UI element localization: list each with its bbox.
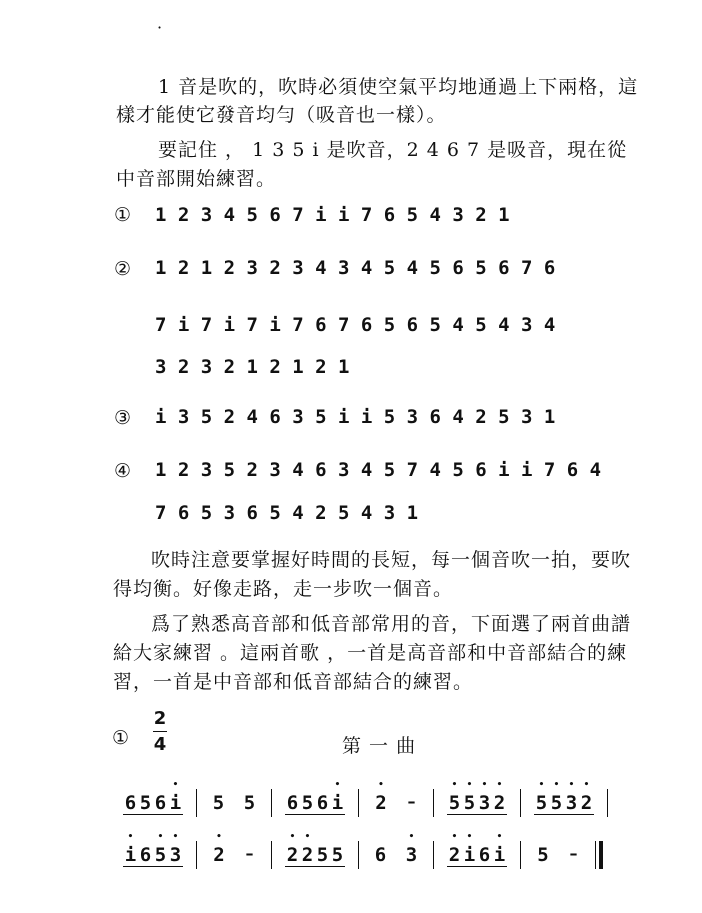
notes-line-2: 得均衡。好像走路，走一步吹一個音。	[113, 578, 454, 600]
score-note: • 2	[212, 844, 227, 866]
measure	[367, 844, 425, 866]
notes	[373, 844, 419, 866]
exercise-2-row-1: 1 2 1 2 3 2 3 4 3 4 5 4 5 6 5 6 7 6	[155, 257, 556, 279]
final-barline	[595, 841, 603, 869]
score-note: 6	[124, 791, 137, 814]
barline	[358, 789, 359, 817]
beamed-notes	[285, 844, 345, 867]
barline	[271, 789, 272, 817]
measure	[280, 792, 350, 815]
beamed-notes	[447, 792, 507, 815]
measure	[442, 792, 512, 815]
intro-line-2: 樣才能使它發音均勻（吸音也一樣）。	[116, 104, 447, 126]
exercise-1-row-1: 1 2 3 4 5 6 7 i i 7 6 5 4 3 2 1	[155, 204, 510, 226]
score-note: • 5	[549, 792, 564, 814]
notes	[536, 844, 581, 866]
score-note: 5	[537, 844, 549, 866]
score-note: • i	[123, 844, 138, 866]
score-note: • 5	[153, 844, 168, 866]
dot-mark: ·	[157, 18, 163, 37]
barline	[196, 789, 197, 817]
exercise-1-label: ①	[114, 204, 132, 226]
score-note: 5	[316, 843, 329, 866]
song-label: ①	[112, 727, 130, 749]
measure	[205, 792, 263, 814]
hold-dash: –	[569, 844, 578, 863]
barline	[271, 841, 272, 869]
barline	[358, 841, 359, 869]
score-note: • 5	[447, 792, 462, 814]
score-note: 5	[139, 791, 152, 814]
exercise-4-row-1: 1 2 3 5 2 3 4 6 3 4 5 7 4 5 6 i i 7 6 4	[155, 459, 602, 481]
barline	[520, 841, 521, 869]
exercise-4-row-2: 7 6 5 3 6 5 4 2 5 4 3 1	[155, 502, 419, 524]
song-title: 第 一 曲	[342, 735, 417, 757]
measure	[529, 792, 599, 815]
hold-dash: –	[407, 792, 416, 811]
score-note: • 3	[168, 844, 183, 866]
notes-line-5: 習，一首是中音部和低音部結合的練習。	[113, 671, 474, 693]
beamed-notes	[534, 792, 594, 815]
exercise-2-row-3: 3 2 3 2 1 2 1 2 1	[155, 356, 350, 378]
time-signature-bottom: 4	[153, 734, 167, 755]
notes	[374, 792, 419, 814]
measure	[529, 844, 587, 866]
notes-line-1: 吹時注意要掌握好時間的長短，每一個音吹一拍，要吹	[151, 549, 632, 571]
score-note: 5	[301, 791, 314, 814]
measure	[118, 792, 188, 815]
notes-line-3: 爲了熟悉高音部和低音部常用的音，下面選了兩首曲譜	[151, 613, 632, 635]
exercise-4-label: ④	[114, 460, 132, 482]
score-note: • 2	[374, 792, 389, 814]
score-note: • i	[168, 792, 183, 814]
score-note: 5	[331, 843, 344, 866]
score-row-1	[118, 786, 616, 820]
time-signature	[150, 708, 170, 755]
intro-line-4: 中音部開始練習。	[116, 168, 277, 190]
score-note: • 2	[285, 844, 300, 866]
measure	[442, 844, 512, 867]
barline	[520, 789, 521, 817]
score-note: 5	[212, 792, 225, 814]
exercise-2-label: ②	[114, 258, 132, 280]
measure	[118, 844, 188, 867]
intro-line-3: 要記住 ， 1 3 5 i 是吹音，2 4 6 7 是吸音，現在從	[158, 139, 628, 161]
exercise-3-row-1: i 3 5 2 4 6 3 5 i i 5 3 6 4 2 5 3 1	[155, 406, 556, 428]
beamed-notes	[123, 844, 183, 867]
score-note: • 3	[564, 792, 579, 814]
barline	[607, 789, 608, 817]
notes	[212, 844, 257, 866]
measure	[205, 844, 263, 866]
exercise-3-label: ③	[114, 407, 132, 429]
score-note: • 2	[579, 792, 594, 814]
score-note: • i	[330, 792, 345, 814]
score-note: 6	[478, 843, 491, 866]
measure	[367, 792, 425, 814]
time-signature-line	[153, 731, 167, 732]
barline	[196, 841, 197, 869]
score-note: • 5	[462, 792, 477, 814]
intro-line-1: 1 音是吹的，吹時必須使空氣平均地通過上下兩格，這	[158, 76, 639, 98]
measure	[280, 844, 350, 867]
score-note: • i	[462, 844, 477, 866]
score-note: • i	[492, 844, 507, 866]
score-note: • 3	[477, 792, 492, 814]
score-note: 6	[286, 791, 299, 814]
score-note: • 2	[447, 844, 462, 866]
score-note: 6	[316, 791, 329, 814]
score-note: 5	[243, 792, 256, 814]
score-note: • 3	[404, 844, 419, 866]
score-note: 6	[139, 843, 152, 866]
score-note: • 2	[300, 844, 315, 866]
score-row-2	[118, 838, 611, 872]
exercise-2-row-2: 7 i 7 i 7 i 7 6 7 6 5 6 5 4 5 4 3 4	[155, 314, 556, 336]
notes-line-4: 給大家練習 。這兩首歌 ，一首是高音部和中音部結合的練	[113, 642, 628, 664]
barline	[433, 789, 434, 817]
hold-dash: –	[245, 844, 254, 863]
score-note: • 2	[492, 792, 507, 814]
notes	[211, 792, 257, 814]
score-note: 6	[374, 844, 387, 866]
time-signature-top: 2	[153, 708, 167, 729]
score-note: 6	[154, 791, 167, 814]
beamed-notes	[447, 844, 507, 867]
beamed-notes	[123, 792, 183, 815]
score-note: • 5	[534, 792, 549, 814]
beamed-notes	[285, 792, 345, 815]
barline	[433, 841, 434, 869]
